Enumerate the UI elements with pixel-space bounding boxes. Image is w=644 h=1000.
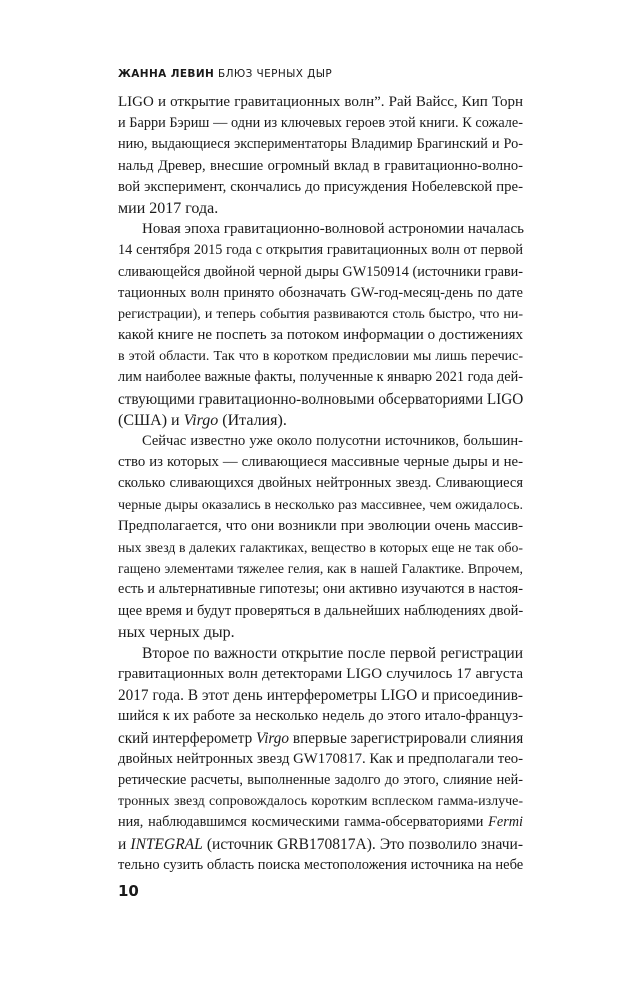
text-line: ных черных дыр. — [118, 623, 235, 641]
text-line: ствующими гравитационно-волновыми обсерваториями LIGO — [118, 390, 524, 408]
text-line: регистрации), и теперь события развиваются столь быстро, что ни- — [118, 306, 523, 322]
text-line: сливающейся двойной черной дыры GW150914 (источники грави- — [118, 263, 523, 280]
text-line: ных звезд в далеких галактиках, вещество в которых еще не так обо- — [118, 539, 523, 555]
text-line: ния, наблюдавшимся космическими гамма-обсерваториями Fermi — [118, 814, 523, 831]
text-line: 14 сентября 2015 года с открытия гравитационных волн от первой — [118, 242, 523, 259]
text-line: ство из которых — сливающиеся массивные черные дыры и не- — [118, 454, 523, 471]
text-line: лим наиболее важные факты, полученные к январю 2021 года дей- — [118, 369, 523, 386]
text-line: Второе по важности открытие после первой регистрации — [142, 644, 523, 662]
text-line: LIGO и открытие гравитационных волн”. Рай Вайсс, Кип Торн — [118, 94, 523, 110]
running-head — [118, 68, 332, 80]
text-line: нию, выдающиеся экспериментаторы Владимир Брагинский и Ро- — [118, 136, 523, 153]
text-line: ский интерферометр Virgo впервые зарегистрировали слияния — [118, 729, 524, 747]
text-line: черные дыры оказались в несколько раз массивнее, чем ожидалось. — [118, 497, 523, 513]
text-line: гащено элементами тяжелее гелия, как в нашей Галактике. Впрочем, — [118, 561, 523, 577]
text-line: шийся к их работе за несколько недель до этого итало-француз- — [118, 708, 523, 725]
running-head-author: ЖАННА ЛЕВИН — [118, 68, 215, 80]
text-line: сколько сливающихся двойных нейтронных звезд. Сливающиеся — [118, 475, 523, 492]
text-line: тронных звезд сопровождалось коротким всплеском гамма-излуче- — [118, 794, 523, 810]
text-line: мии 2017 года. — [118, 199, 219, 217]
text-line: есть и альтернативные гипотезы; они активно изучаются в настоя- — [118, 581, 523, 598]
text-line: и Барри Бэриш — одни из ключевых героев этой книги. К сожале- — [118, 115, 523, 132]
text-line: Новая эпоха гравитационно-волновой астрономии началась — [142, 221, 524, 238]
text-line: тельно сузить область поиска местоположения источника на небе — [118, 856, 524, 873]
text-line: Сейчас известно уже около полусотни источников, большин- — [142, 433, 523, 449]
page-number: 10 — [118, 882, 139, 900]
text-line: щее время и будут проверяться в дальнейших наблюдениях двой- — [118, 602, 524, 619]
text-line: Предполагается, что они возникли при эволюции очень массив- — [118, 517, 523, 534]
text-line: нальд Древер, внесшие огромный вклад в гравитационно-волно- — [118, 157, 523, 174]
running-head-title: БЛЮЗ ЧЕРНЫХ ДЫР — [217, 68, 333, 80]
paragraph — [118, 219, 523, 431]
text-line: в этой области. Так что в коротком предисловии мы лишь перечис- — [118, 349, 523, 365]
text-line: тационных волн принято обозначать GW-год-месяц-день по дате — [118, 284, 523, 301]
text-line: (США) и Virgo (Италия). — [118, 411, 287, 429]
paragraph — [118, 92, 523, 219]
text-line: 2017 года. В этот день интерферометры LIGO и присоединив- — [118, 687, 523, 705]
body-text — [118, 92, 523, 876]
paragraph — [118, 431, 523, 643]
text-line: и INTEGRAL (источник GRB170817A). Это позволило значи- — [118, 835, 523, 853]
text-line: вой эксперимент, скончались до присуждения Нобелевской пре- — [118, 178, 523, 195]
text-line: гравитационных волн детекторами LIGO случилось 17 августа — [118, 666, 523, 683]
paragraph — [118, 643, 523, 876]
text-line: ретические расчеты, выполненные задолго до этого, слияние ней- — [118, 772, 523, 788]
text-line: двойных нейтронных звезд GW170817. Как и предполагали тео- — [118, 750, 524, 767]
text-line: какой книге не поспеть за потоком информации о достижениях — [118, 327, 523, 344]
